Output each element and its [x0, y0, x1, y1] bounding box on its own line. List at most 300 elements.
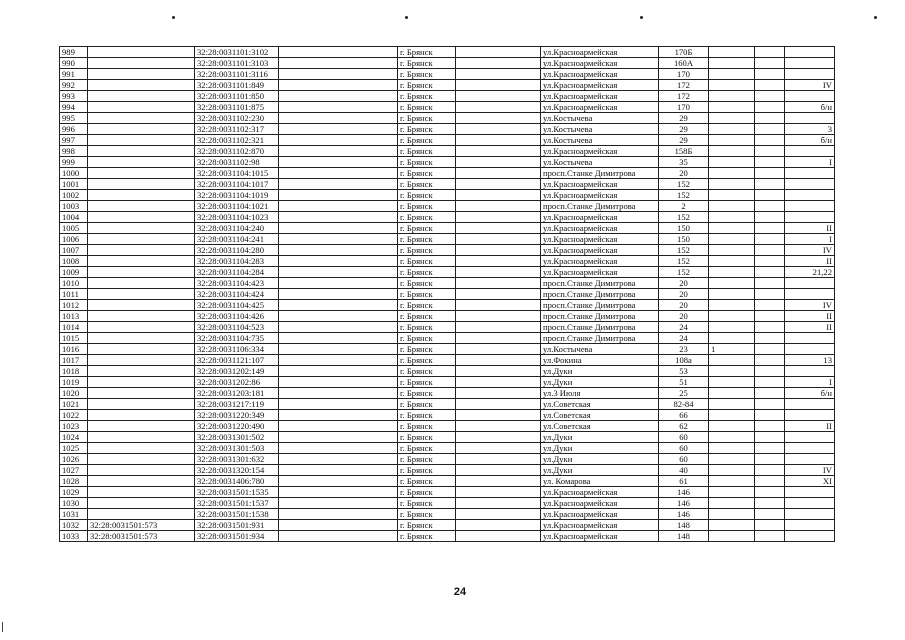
- row-number-cell: 1028: [60, 476, 88, 487]
- premises-cell: б/н: [785, 102, 835, 113]
- row-number-cell: 993: [60, 91, 88, 102]
- cell-extra-cell: [755, 201, 785, 212]
- cadastral-number-cell: 32:28:0031406:780: [195, 476, 279, 487]
- house-number-cell: 150: [659, 223, 709, 234]
- city-cell: г. Брянск: [398, 322, 456, 333]
- table-row: [60, 344, 835, 355]
- city-cell: г. Брянск: [398, 476, 456, 487]
- cell-empty-cell: [456, 223, 541, 234]
- building-cell: [709, 179, 755, 190]
- page-number: 24: [453, 586, 467, 598]
- cell-extra-cell: [755, 223, 785, 234]
- house-number-cell: 60: [659, 443, 709, 454]
- premises-cell: [785, 498, 835, 509]
- cadastral-number-cell: 32:28:0031101:3103: [195, 58, 279, 69]
- premises-cell: б/н: [785, 135, 835, 146]
- house-number-cell: 20: [659, 300, 709, 311]
- city-cell: г. Брянск: [398, 520, 456, 531]
- cell-extra-cell: [755, 498, 785, 509]
- table-row: [60, 179, 835, 190]
- cadastral-number-parent-cell: [88, 476, 195, 487]
- cadastral-number-parent-cell: [88, 421, 195, 432]
- cadastral-number-cell: 32:28:0031320:154: [195, 465, 279, 476]
- cell-empty-cell: [279, 146, 398, 157]
- cadastral-number-cell: 32:28:0031501:934: [195, 531, 279, 542]
- street-cell: ул.Красноармейская: [541, 520, 659, 531]
- building-cell: [709, 289, 755, 300]
- table-row: [60, 454, 835, 465]
- building-cell: [709, 113, 755, 124]
- premises-cell: XI: [785, 476, 835, 487]
- building-cell: [709, 421, 755, 432]
- row-number-cell: 991: [60, 69, 88, 80]
- cadastral-number-cell: 32:28:0031501:1537: [195, 498, 279, 509]
- table-row: [60, 377, 835, 388]
- cell-extra-cell: [755, 509, 785, 520]
- premises-cell: [785, 520, 835, 531]
- cell-empty-cell: [456, 157, 541, 168]
- row-number-cell: 1027: [60, 465, 88, 476]
- cadastral-number-cell: 32:28:0031104:284: [195, 267, 279, 278]
- cell-empty-cell: [456, 190, 541, 201]
- row-number-cell: 1012: [60, 300, 88, 311]
- cell-empty-cell: [456, 212, 541, 223]
- cell-empty-cell: [279, 421, 398, 432]
- cell-empty-cell: [279, 465, 398, 476]
- house-number-cell: 62: [659, 421, 709, 432]
- cell-empty-cell: [279, 124, 398, 135]
- cadastral-number-parent-cell: [88, 168, 195, 179]
- city-cell: г. Брянск: [398, 454, 456, 465]
- street-cell: ул.Красноармейская: [541, 190, 659, 201]
- house-number-cell: 172: [659, 80, 709, 91]
- city-cell: г. Брянск: [398, 245, 456, 256]
- row-number-cell: 990: [60, 58, 88, 69]
- city-cell: г. Брянск: [398, 69, 456, 80]
- cell-empty-cell: [456, 454, 541, 465]
- house-number-cell: 146: [659, 487, 709, 498]
- cell-empty-cell: [456, 47, 541, 58]
- cadastral-number-cell: 32:28:0031501:1535: [195, 487, 279, 498]
- building-cell: [709, 498, 755, 509]
- table-row: [60, 157, 835, 168]
- house-number-cell: 158Б: [659, 146, 709, 157]
- cell-empty-cell: [456, 432, 541, 443]
- cell-empty-cell: [456, 300, 541, 311]
- cadastral-number-cell: 32:28:0031501:1538: [195, 509, 279, 520]
- cadastral-number-parent-cell: [88, 465, 195, 476]
- house-number-cell: 152: [659, 267, 709, 278]
- house-number-cell: 20: [659, 168, 709, 179]
- cell-extra-cell: [755, 344, 785, 355]
- cell-empty-cell: [456, 69, 541, 80]
- house-number-cell: 29: [659, 113, 709, 124]
- row-number-cell: 1032: [60, 520, 88, 531]
- cell-empty-cell: [279, 487, 398, 498]
- row-number-cell: 1024: [60, 432, 88, 443]
- table-row: [60, 531, 835, 542]
- cell-empty-cell: [279, 69, 398, 80]
- premises-cell: [785, 146, 835, 157]
- cell-empty-cell: [279, 311, 398, 322]
- table-row: [60, 212, 835, 223]
- cell-extra-cell: [755, 289, 785, 300]
- street-cell: ул.Красноармейская: [541, 498, 659, 509]
- building-cell: [709, 168, 755, 179]
- cell-empty-cell: [279, 157, 398, 168]
- premises-cell: I: [785, 377, 835, 388]
- cell-empty-cell: [279, 201, 398, 212]
- scan-dot: [640, 16, 643, 19]
- cell-empty-cell: [279, 454, 398, 465]
- premises-cell: [785, 399, 835, 410]
- street-cell: ул.Красноармейская: [541, 234, 659, 245]
- register-table: [59, 46, 835, 542]
- cell-extra-cell: [755, 355, 785, 366]
- street-cell: ул.Красноармейская: [541, 102, 659, 113]
- city-cell: г. Брянск: [398, 190, 456, 201]
- premises-cell: б/н: [785, 388, 835, 399]
- street-cell: просп.Станке Димитрова: [541, 300, 659, 311]
- street-cell: ул.Советская: [541, 410, 659, 421]
- building-cell: [709, 245, 755, 256]
- building-cell: [709, 366, 755, 377]
- building-cell: [709, 47, 755, 58]
- house-number-cell: 170: [659, 69, 709, 80]
- cell-empty-cell: [456, 135, 541, 146]
- cadastral-number-cell: 32:28:0031104:283: [195, 256, 279, 267]
- cell-empty-cell: [279, 399, 398, 410]
- building-cell: [709, 311, 755, 322]
- cadastral-number-parent-cell: [88, 322, 195, 333]
- cell-extra-cell: [755, 113, 785, 124]
- cadastral-number-cell: 32:28:0031104:426: [195, 311, 279, 322]
- table-row: [60, 47, 835, 58]
- city-cell: г. Брянск: [398, 102, 456, 113]
- cadastral-number-parent-cell: [88, 256, 195, 267]
- building-cell: [709, 102, 755, 113]
- cell-empty-cell: [279, 47, 398, 58]
- cell-empty-cell: [279, 267, 398, 278]
- street-cell: ул.Фокина: [541, 355, 659, 366]
- row-number-cell: 1017: [60, 355, 88, 366]
- table-row: [60, 124, 835, 135]
- house-number-cell: 40: [659, 465, 709, 476]
- street-cell: ул.Красноармейская: [541, 509, 659, 520]
- cell-empty-cell: [456, 355, 541, 366]
- city-cell: г. Брянск: [398, 135, 456, 146]
- table-row: [60, 322, 835, 333]
- cell-extra-cell: [755, 366, 785, 377]
- house-number-cell: 160А: [659, 58, 709, 69]
- cadastral-number-parent-cell: [88, 234, 195, 245]
- city-cell: г. Брянск: [398, 399, 456, 410]
- street-cell: ул.Красноармейская: [541, 47, 659, 58]
- cadastral-number-parent-cell: [88, 267, 195, 278]
- street-cell: ул.Дуки: [541, 465, 659, 476]
- building-cell: [709, 201, 755, 212]
- building-cell: [709, 399, 755, 410]
- cadastral-number-parent-cell: [88, 124, 195, 135]
- cadastral-number-cell: 32:28:0031104:280: [195, 245, 279, 256]
- cadastral-number-parent-cell: [88, 355, 195, 366]
- street-cell: ул.Красноармейская: [541, 256, 659, 267]
- house-number-cell: 35: [659, 157, 709, 168]
- cadastral-number-cell: 32:28:0031104:240: [195, 223, 279, 234]
- table-row: [60, 465, 835, 476]
- table-row: [60, 476, 835, 487]
- cadastral-number-parent-cell: [88, 311, 195, 322]
- row-number-cell: 1025: [60, 443, 88, 454]
- house-number-cell: 152: [659, 190, 709, 201]
- cell-empty-cell: [456, 124, 541, 135]
- cadastral-number-parent-cell: [88, 212, 195, 223]
- cell-empty-cell: [279, 388, 398, 399]
- building-cell: [709, 531, 755, 542]
- cell-empty-cell: [456, 333, 541, 344]
- premises-cell: [785, 190, 835, 201]
- cell-empty-cell: [456, 487, 541, 498]
- cadastral-number-parent-cell: [88, 487, 195, 498]
- cell-empty-cell: [279, 366, 398, 377]
- house-number-cell: 152: [659, 179, 709, 190]
- city-cell: г. Брянск: [398, 531, 456, 542]
- cadastral-number-parent-cell: [88, 410, 195, 421]
- row-number-cell: 996: [60, 124, 88, 135]
- row-number-cell: 999: [60, 157, 88, 168]
- cadastral-number-parent-cell: [88, 135, 195, 146]
- cadastral-number-cell: 32:28:0031102:230: [195, 113, 279, 124]
- premises-cell: IV: [785, 80, 835, 91]
- table-row: [60, 69, 835, 80]
- cell-empty-cell: [456, 476, 541, 487]
- house-number-cell: 170: [659, 102, 709, 113]
- cell-extra-cell: [755, 410, 785, 421]
- premises-cell: [785, 410, 835, 421]
- house-number-cell: 24: [659, 333, 709, 344]
- row-number-cell: 1002: [60, 190, 88, 201]
- premises-cell: [785, 333, 835, 344]
- row-number-cell: 1009: [60, 267, 88, 278]
- house-number-cell: 152: [659, 245, 709, 256]
- cell-empty-cell: [456, 322, 541, 333]
- city-cell: г. Брянск: [398, 267, 456, 278]
- cadastral-number-cell: 32:28:0031101:3102: [195, 47, 279, 58]
- cadastral-number-cell: 32:28:0031101:850: [195, 91, 279, 102]
- cadastral-number-cell: 32:28:0031301:503: [195, 443, 279, 454]
- house-number-cell: 148: [659, 531, 709, 542]
- street-cell: ул.Дуки: [541, 366, 659, 377]
- house-number-cell: 146: [659, 498, 709, 509]
- cadastral-number-parent-cell: [88, 201, 195, 212]
- building-cell: [709, 333, 755, 344]
- building-cell: [709, 190, 755, 201]
- street-cell: ул.Советская: [541, 399, 659, 410]
- row-number-cell: 1005: [60, 223, 88, 234]
- register-table-body: [60, 47, 835, 542]
- street-cell: ул.Красноармейская: [541, 91, 659, 102]
- cadastral-number-parent-cell: [88, 157, 195, 168]
- cell-empty-cell: [279, 300, 398, 311]
- cell-extra-cell: [755, 212, 785, 223]
- cell-empty-cell: [456, 344, 541, 355]
- premises-cell: I: [785, 234, 835, 245]
- cadastral-number-cell: 32:28:0031202:149: [195, 366, 279, 377]
- premises-cell: [785, 69, 835, 80]
- premises-cell: [785, 487, 835, 498]
- street-cell: ул.Красноармейская: [541, 487, 659, 498]
- cadastral-number-parent-cell: [88, 399, 195, 410]
- cell-extra-cell: [755, 443, 785, 454]
- building-cell: [709, 91, 755, 102]
- row-number-cell: 1029: [60, 487, 88, 498]
- scan-edge-mark: [2, 622, 3, 632]
- cadastral-number-cell: 32:28:0031104:1021: [195, 201, 279, 212]
- cell-extra-cell: [755, 520, 785, 531]
- table-row: [60, 91, 835, 102]
- cell-empty-cell: [279, 223, 398, 234]
- premises-cell: [785, 278, 835, 289]
- premises-cell: [785, 47, 835, 58]
- cadastral-number-parent-cell: [88, 278, 195, 289]
- table-row: [60, 102, 835, 113]
- cadastral-number-parent-cell: 32:28:0031501:573: [88, 531, 195, 542]
- table-row: [60, 223, 835, 234]
- cadastral-number-cell: 32:28:0031102:317: [195, 124, 279, 135]
- cadastral-number-parent-cell: [88, 80, 195, 91]
- cell-empty-cell: [279, 443, 398, 454]
- cell-empty-cell: [456, 531, 541, 542]
- cell-empty-cell: [456, 179, 541, 190]
- building-cell: [709, 278, 755, 289]
- row-number-cell: 1001: [60, 179, 88, 190]
- cadastral-number-cell: 32:28:0031203:181: [195, 388, 279, 399]
- premises-cell: [785, 179, 835, 190]
- row-number-cell: 1023: [60, 421, 88, 432]
- city-cell: г. Брянск: [398, 300, 456, 311]
- row-number-cell: 1006: [60, 234, 88, 245]
- cell-extra-cell: [755, 58, 785, 69]
- cell-extra-cell: [755, 179, 785, 190]
- table-row: [60, 245, 835, 256]
- cell-extra-cell: [755, 388, 785, 399]
- cell-empty-cell: [279, 333, 398, 344]
- city-cell: г. Брянск: [398, 146, 456, 157]
- cadastral-number-cell: 32:28:0031202:86: [195, 377, 279, 388]
- cell-extra-cell: [755, 47, 785, 58]
- cell-empty-cell: [279, 278, 398, 289]
- cell-extra-cell: [755, 168, 785, 179]
- building-cell: [709, 454, 755, 465]
- cadastral-number-parent-cell: [88, 190, 195, 201]
- cell-extra-cell: [755, 421, 785, 432]
- cell-empty-cell: [279, 179, 398, 190]
- cadastral-number-parent-cell: [88, 509, 195, 520]
- building-cell: 1: [709, 344, 755, 355]
- city-cell: г. Брянск: [398, 278, 456, 289]
- table-row: [60, 300, 835, 311]
- street-cell: просп.Станке Димитрова: [541, 289, 659, 300]
- cell-empty-cell: [279, 58, 398, 69]
- street-cell: ул. Комарова: [541, 476, 659, 487]
- premises-cell: [785, 113, 835, 124]
- cell-empty-cell: [279, 498, 398, 509]
- premises-cell: [785, 509, 835, 520]
- city-cell: г. Брянск: [398, 201, 456, 212]
- cell-empty-cell: [456, 256, 541, 267]
- cadastral-number-cell: 32:28:0031104:241: [195, 234, 279, 245]
- premises-cell: 13: [785, 355, 835, 366]
- house-number-cell: 60: [659, 432, 709, 443]
- row-number-cell: 1026: [60, 454, 88, 465]
- cell-empty-cell: [456, 311, 541, 322]
- cell-empty-cell: [279, 344, 398, 355]
- street-cell: ул.Костычева: [541, 344, 659, 355]
- cadastral-number-parent-cell: [88, 333, 195, 344]
- premises-cell: [785, 289, 835, 300]
- premises-cell: IV: [785, 300, 835, 311]
- cell-empty-cell: [279, 322, 398, 333]
- premises-cell: 3: [785, 124, 835, 135]
- street-cell: ул.3 Июля: [541, 388, 659, 399]
- cadastral-number-parent-cell: [88, 113, 195, 124]
- premises-cell: [785, 344, 835, 355]
- cell-extra-cell: [755, 146, 785, 157]
- cadastral-number-parent-cell: [88, 377, 195, 388]
- city-cell: г. Брянск: [398, 157, 456, 168]
- cell-extra-cell: [755, 465, 785, 476]
- building-cell: [709, 69, 755, 80]
- city-cell: г. Брянск: [398, 388, 456, 399]
- premises-cell: II: [785, 322, 835, 333]
- cell-empty-cell: [456, 91, 541, 102]
- premises-cell: IV: [785, 465, 835, 476]
- cell-empty-cell: [279, 476, 398, 487]
- cell-empty-cell: [456, 410, 541, 421]
- table-row: [60, 80, 835, 91]
- table-row: [60, 366, 835, 377]
- cell-empty-cell: [456, 520, 541, 531]
- cell-empty-cell: [279, 531, 398, 542]
- row-number-cell: 1018: [60, 366, 88, 377]
- building-cell: [709, 223, 755, 234]
- street-cell: ул.Красноармейская: [541, 58, 659, 69]
- house-number-cell: 146: [659, 509, 709, 520]
- table-row: [60, 388, 835, 399]
- house-number-cell: 20: [659, 289, 709, 300]
- cell-extra-cell: [755, 91, 785, 102]
- cadastral-number-cell: 32:28:0031104:735: [195, 333, 279, 344]
- city-cell: г. Брянск: [398, 223, 456, 234]
- cadastral-number-parent-cell: [88, 91, 195, 102]
- cell-empty-cell: [279, 212, 398, 223]
- building-cell: [709, 80, 755, 91]
- cell-extra-cell: [755, 399, 785, 410]
- street-cell: ул.Красноармейская: [541, 80, 659, 91]
- table-row: [60, 289, 835, 300]
- scan-dot: [874, 16, 877, 19]
- street-cell: ул.Советская: [541, 421, 659, 432]
- cell-empty-cell: [279, 113, 398, 124]
- cadastral-number-parent-cell: [88, 454, 195, 465]
- building-cell: [709, 465, 755, 476]
- table-row: [60, 190, 835, 201]
- cell-empty-cell: [456, 377, 541, 388]
- street-cell: просп.Станке Димитрова: [541, 333, 659, 344]
- cell-extra-cell: [755, 322, 785, 333]
- building-cell: [709, 377, 755, 388]
- building-cell: [709, 146, 755, 157]
